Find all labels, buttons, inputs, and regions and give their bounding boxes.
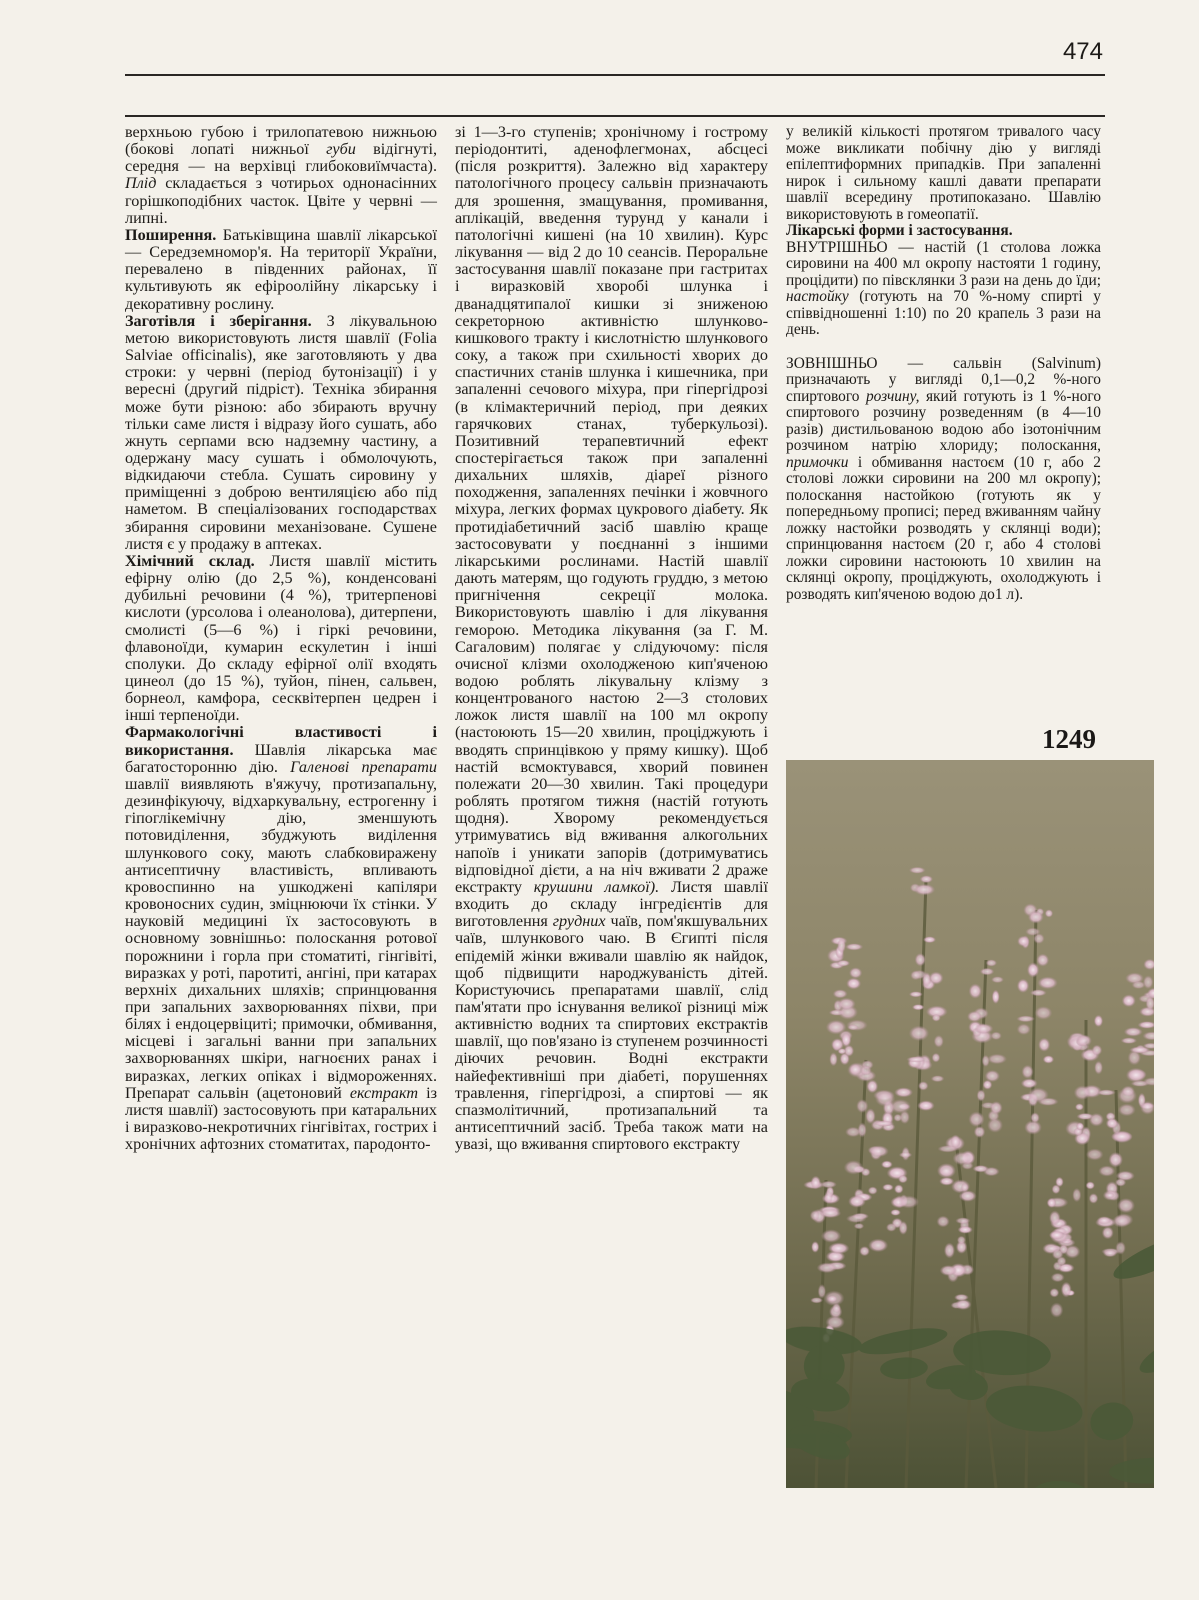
body-text: який готують із 1 %-ного спиртового розчину розведенням (в 4—10 разів) дистильованою водою або ізотонічним розчином натрію хлориду; полоскання, — [786, 387, 1102, 454]
section-heading: Заготівля і зберігання. — [125, 311, 312, 330]
section-heading: Лікарські форми і застосування. — [786, 222, 1013, 239]
text-column-3 — [786, 124, 1101, 603]
paragraph — [125, 724, 437, 1153]
body-text: зі 1—3-го ступенів; хронічному і гострому періодонтиті, аденофлегмонах, абсцесі (після розкриття). Залежно від характеру патологічного процесу сальвін призначають для зрошення, змащування, промивання, аплікацій, введення турунд у канали і патологічні кишені (на 10 хвилин). Курс лікування — від 2 до 10 сеансів. Пероральне застосування шавлії показане при гастритах і виразковій хворобі шлунка і дванадцятипалої кишки зі зниженою секреторною активністю шлунково-кишкового тракту і кислотністю шлункового соку, а також при схильності хворих до спастичних станів шлунка і кишечника, при запаленні сечового міхура, при гіпергідрозі (в клімактеричний період, при деяких гарячкових станах, туберкульозі). Позитивний терапевтичний ефект спостерігається також при запаленні дихальних шляхів, діареї різного походження, запаленнях печінки і жовчного міхура, легких формах цукрового діабету. Як протидіабетичний засіб шавлію краще застосовувати у поєднанні з іншими лікарськими рослинами. Настій шавлії дають матерям, що годують груддю, з метою пригнічення секреції молока. Використовують шавлію і для лікування геморою. Методика лікування (за Г. М. Сагаловим) полягає у слідуючому: після очисної клізми охолодженою кип'яченою водою роблять лікувальну клізму з концентрованого настою 2—3 столових ложок листя шавлії на 100 мл окропу (настоюють 15—20 хвилин, проціджують і вводять спринцівкою у пряму кишку). Щоб настій всмоктувався, хворий повинен полежати 20—30 хвилин. Такі процедури роблять протягом тижня (настій готують щодня). Хворому рекомендується утримуватись від вживання алкогольних напоїв і уникати запорів (дотримуватись відповідної дієти, а на ніч вживати 2 драже екстракту — [455, 123, 768, 896]
paragraph-gap — [786, 339, 1101, 356]
body-text: Листя шавлії входить до складу інгредієнтів для виготовлення — [455, 877, 768, 931]
emphasis-text: Галенові препарати — [290, 757, 437, 776]
paragraph — [786, 240, 1101, 339]
body-text: у великій кількості протягом тривалого часу може викликати побічну дію у вигляді епілептиформних припадків. При запаленні нирок і сильному кашлі давати препарати шавлії всередину протипоказано. Шавлію використовують в гомеопатії. — [786, 123, 1101, 223]
figure-number: 1249 — [1042, 724, 1096, 754]
emphasis-text: губи — [326, 140, 356, 159]
paragraph — [455, 124, 768, 1153]
body-text: Шавлія лікарська має багатосторонню дію. — [125, 740, 437, 776]
section-heading: Хімічний склад. — [125, 551, 255, 570]
paragraph — [125, 227, 437, 313]
emphasis-text: грудних — [552, 912, 606, 931]
paragraph — [786, 223, 1101, 240]
salvia-illustration — [786, 760, 1154, 1488]
emphasis-text: настойку — [786, 288, 849, 305]
emphasis-text: примочки — [786, 453, 849, 471]
text-column-1 — [125, 124, 437, 1153]
page-number: 474 — [1062, 38, 1103, 65]
paragraph — [125, 313, 437, 553]
paragraph — [125, 553, 437, 725]
body-text: Батьківщина шавлії лікарської — Середземномор'я. На території України, перевалено в південних районах, її культивують як ефіроолійну лікарську і декоративну рослину. — [125, 225, 437, 313]
paragraph — [786, 356, 1101, 604]
body-text: відігнуті, середня — на верхівці глибоковиїмчаста). — [125, 140, 437, 176]
body-text: З лікувальною метою використовують листя шавлії (Folia Salviae officinalis), яке заготовляють у два строки: у червні (період бутонізації) і у вересні (другий підріст). Техніка збирання може бути різною: або збирають вручну тільки саме листя і відразу його сушать, або жнуть серпами всю надземну частину, а одержану масу сушать і обмолочують, відкидаючи стебла. Сушать сировину у приміщенні з доброю вентиляцією або під наметом. В спеціалізованих господарствах збирання сировини механізоване. Сушене листя є у продажу в аптеках. — [125, 311, 437, 553]
emphasis-text: розчину, — [865, 387, 920, 405]
header-rule-second — [125, 115, 1105, 117]
paragraph — [125, 124, 437, 227]
body-text: ЗОВНІШНЬО — сальвін (Salvinum) призначають у вигляді 0,1—0,2 %-ного спиртового — [786, 354, 1101, 405]
section-heading: Поширення. — [125, 225, 217, 244]
emphasis-text: Плід — [125, 174, 157, 193]
body-text: чаїв, пом'якшувальних чаїв, шлункового чаю. В Єгипті після епідемій жінки вживали шавлію як найдок, щоб підвищити народжуваність дітей. Користуючись препаратами шавлії, слід пам'ятати про існування великої різниці між активністю водних та спиртових екстрактів шавлії, що пов'язано із ступенем розчинності діючих речовин. Водні екстракти найефективніші при діабеті, порушеннях травлення, гіпергідрозі, а спиртові — як спазмолітичний, протизапальний та антисептичний засіб. Треба також мати на увазі, що вживання спиртового екстракту — [455, 912, 768, 1154]
emphasis-text: екстракт — [349, 1083, 419, 1102]
body-text: верхньою губою і трилопатевою нижньою (бокові лопаті нижньої — [125, 123, 437, 159]
body-text: (готують на 70 %-ному спирті у співвідношенні 1:10) по 20 крапель 3 рази на день. — [786, 288, 1101, 338]
body-text: із листя шавлії) застосовують при катаральних і виразково-некротичних гінгівітах, гострих і хронічних афтозних стоматитах, пародонто- — [125, 1083, 438, 1154]
header-rule — [125, 74, 1105, 76]
body-text: ВНУТРІШНЬО — настій (1 столова ложка сировини на 400 мл окропу настояти 1 годину, процідити) по півсклянки 3 рази на день до їди; — [786, 238, 1101, 289]
body-text: і обмивання настоєм (10 г, або 2 столові ложки сировини на 200 мл окропу); полоскання настойкою (готують як у попередньому прописі; перед вживанням чайну ложку настойки розводять у склянці води); спринцювання настоєм (20 г, або 4 столові ложки сировини настоюють 10 хвилин на склянці окропу, проціджують, охолоджують і розводять кип'яченою водою до1 л). — [786, 453, 1101, 603]
body-text: складається з чотирьох однонасінних горішкоподібних часток. Цвіте у червні — липні. — [125, 174, 437, 227]
paragraph — [786, 124, 1101, 223]
body-text: Листя шавлії містить ефірну олію (до 2,5 %), конденсовані дубильні речовини (4 %), тритерпенові кислоти (урсолова і олеанолова), дитерпени, смолисті (5—6 %) і гіркі речовини, флавоноїди, кумарин ескулетин і інші сполуки. До складу ефірної олії входять цинеол (до 15 %), туйон, пінен, сальвен, борнеол, камфора, сесквітерпен цедрен і інші терпеноїди. — [125, 551, 438, 725]
text-column-2 — [455, 124, 768, 1153]
salvia-plant-photo — [786, 760, 1154, 1488]
emphasis-text: крушини ламкої). — [533, 877, 660, 896]
section-heading: Фармакологічні властивості і використання. — [125, 723, 437, 759]
body-text: шавлії виявляють в'яжучу, протизапальну, дезинфікуючу, відхаркувальну, естрогенну і гіпоглікемічну дію, зменшують потовиділення, збуджують виділення шлункового соку, мають слабковиражену антисептичну властивість, впливають кровоспинно на ушкоджені капіляри кровоносних судин, зміцнюючи їх стінки. У науковій медицині їх застосовують в основному зовнішньо: полоскання ротової порожнини і горла при стоматиті, гінгівіті, виразках у роті, паротиті, ангіні, при катарах верхніх дихальних шляхів; спринцювання при запальних захворюваннях піхви, при білях і ендоцервіциті; примочки, обмивання, місцеві і загальні ванни при запальних захворюваннях шкіри, нагноєних ранах і виразках, легких опіках і відмороженнях. Препарат сальвін (ацетоновий — [125, 774, 437, 1102]
